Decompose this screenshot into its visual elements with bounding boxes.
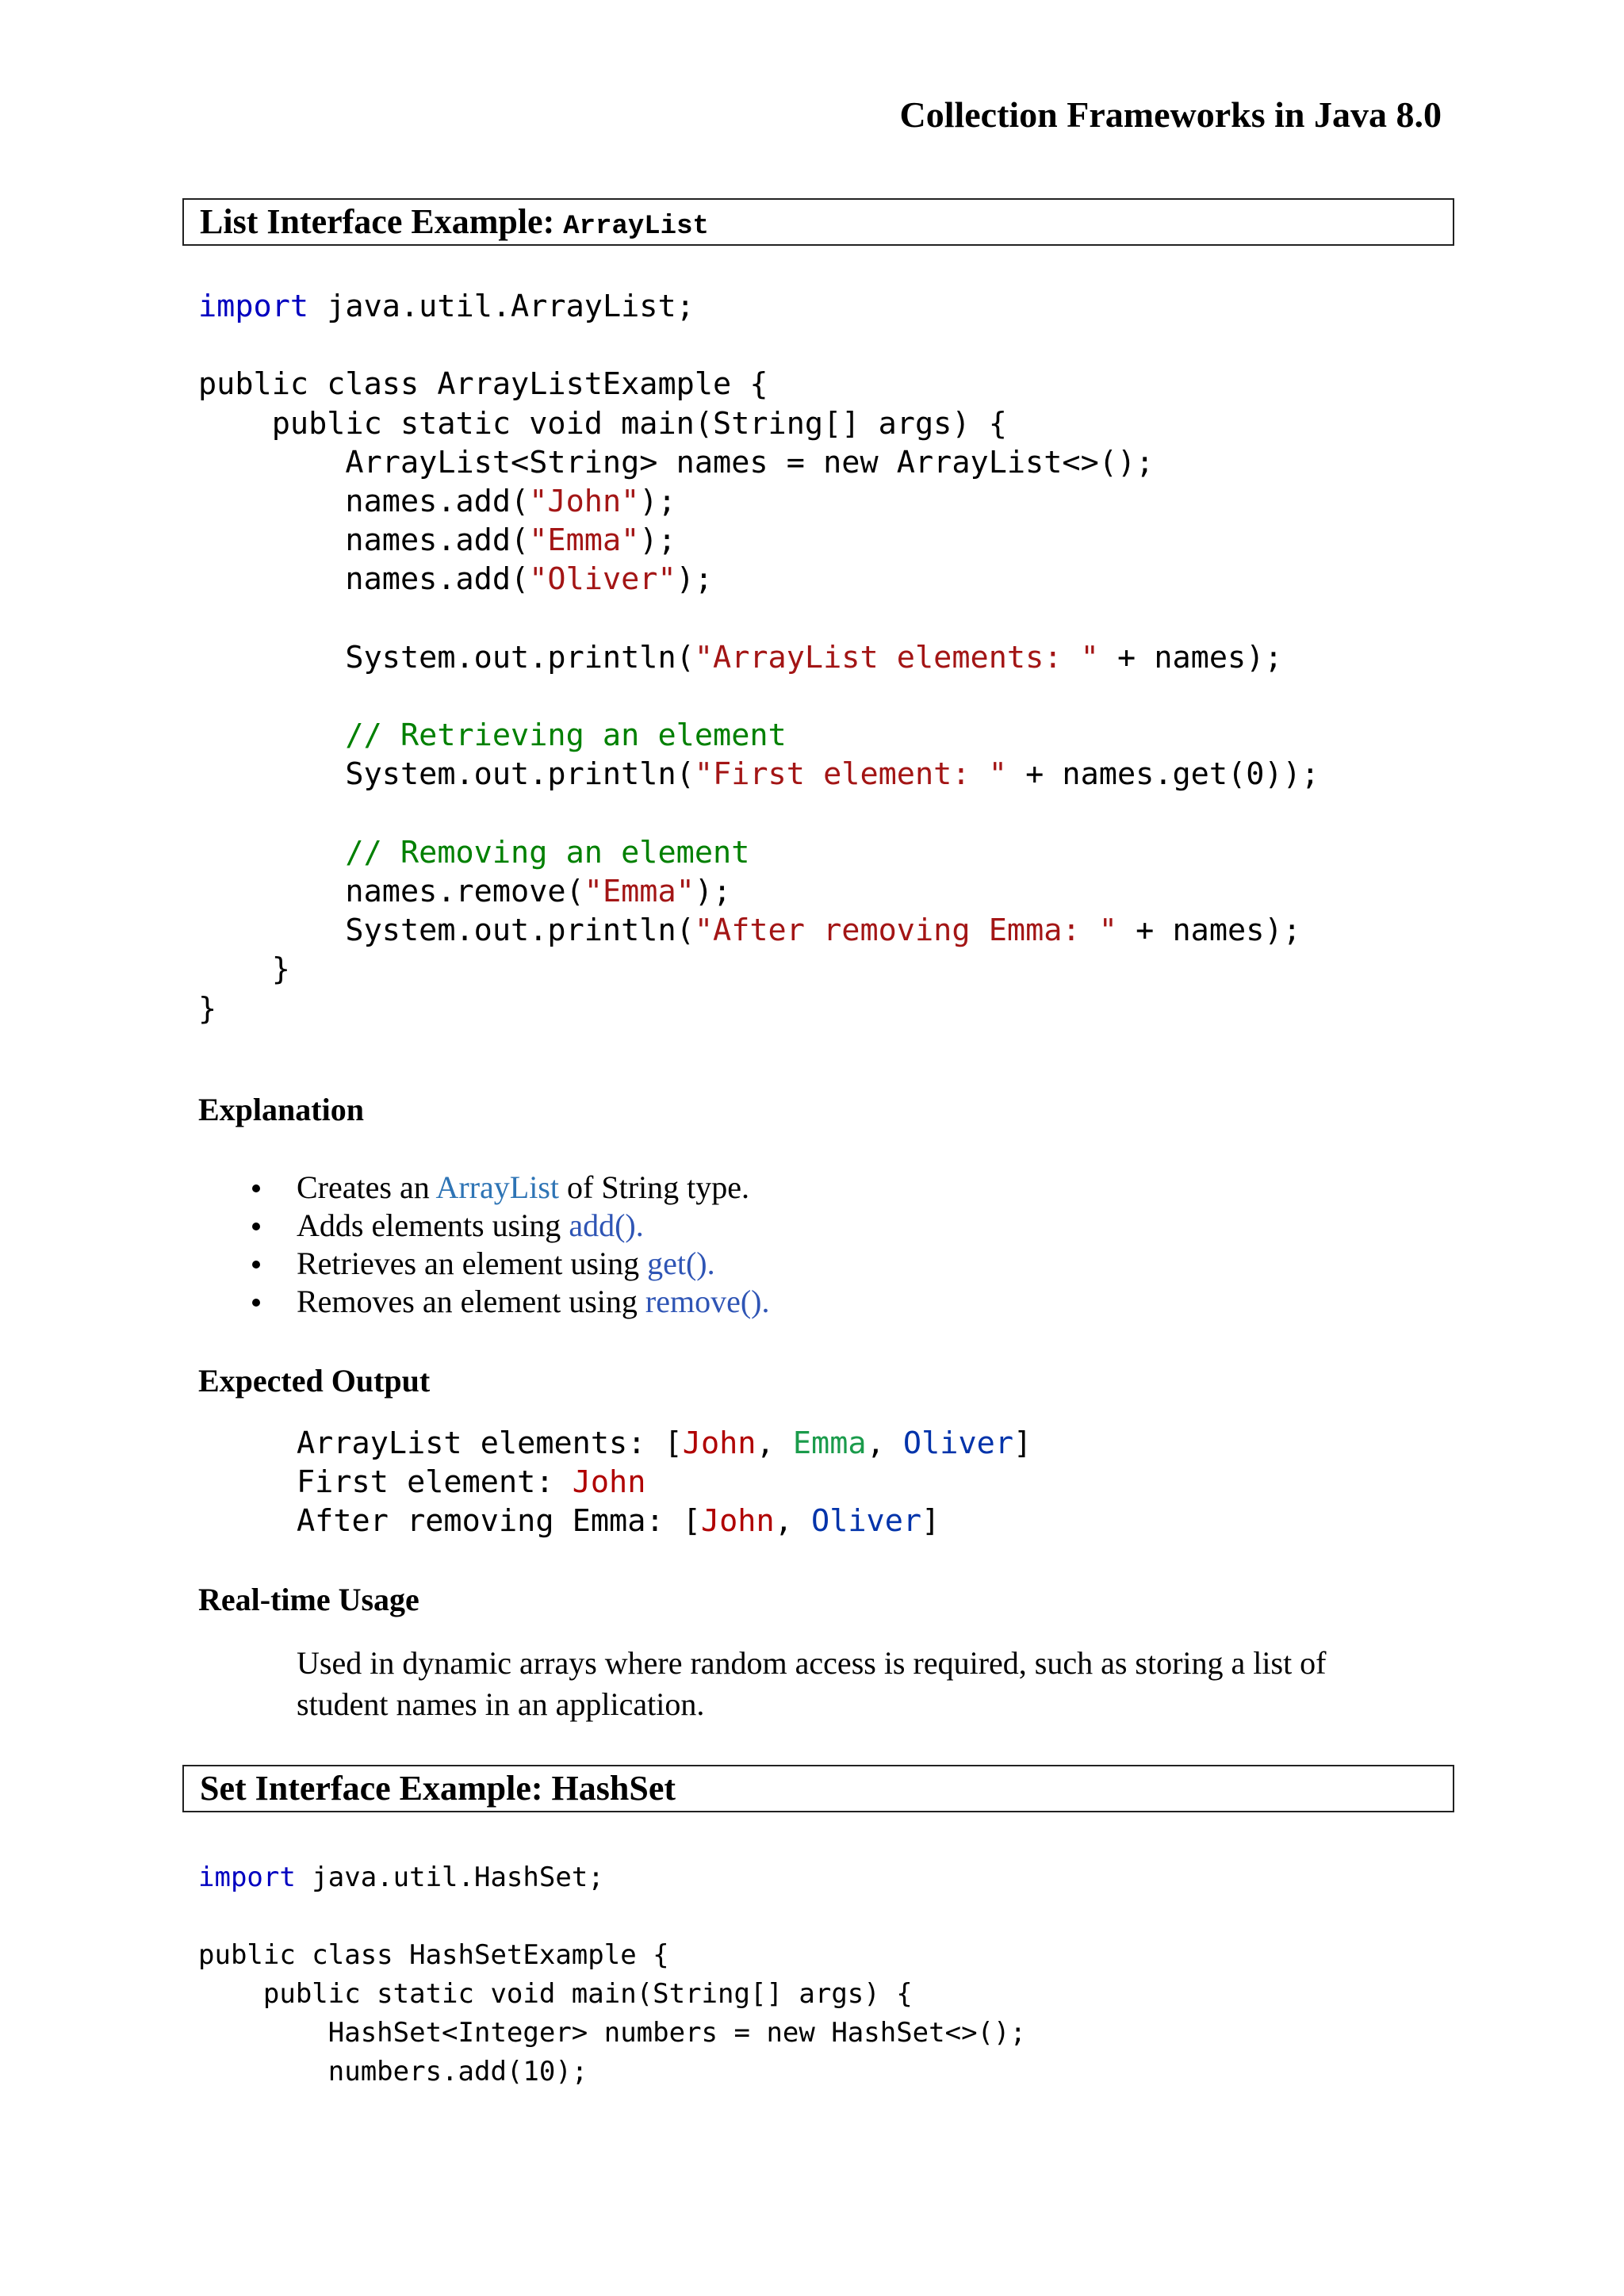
code-text: ); <box>639 522 676 559</box>
code-line: public static void main(String[] args) { <box>198 1978 913 2010</box>
arraylist-code-block <box>198 287 1320 1028</box>
code-string: "First element: " <box>694 756 1007 793</box>
expected-output-heading: Expected Output <box>198 1363 431 1399</box>
code-text: java.util.ArrayList; <box>308 289 695 324</box>
bullet-highlight: get(). <box>647 1246 715 1281</box>
bullet-text: Adds elements using <box>297 1207 569 1243</box>
code-text: System.out.println( <box>198 756 695 793</box>
output-token: Oliver <box>902 1425 1013 1461</box>
bullet-highlight: ArrayList <box>435 1169 560 1205</box>
code-text: names.add( <box>198 484 530 520</box>
output-text: , <box>756 1425 793 1461</box>
output-text: ] <box>1013 1425 1032 1461</box>
code-text: names.add( <box>198 561 530 598</box>
code-comment: // Removing an element <box>198 834 750 871</box>
section-title-code: ArrayList <box>563 212 709 242</box>
output-text: , <box>774 1503 812 1540</box>
list-item <box>198 1207 770 1245</box>
output-text: After removing Emma: [ <box>297 1503 701 1540</box>
bullet-highlight: remove(). <box>645 1284 770 1319</box>
explanation-heading: Explanation <box>198 1092 364 1127</box>
code-text: System.out.println( <box>198 639 695 675</box>
code-text: + names); <box>1098 639 1283 675</box>
hashset-code-block <box>198 1858 1026 2091</box>
code-text: System.out.println( <box>198 913 695 949</box>
code-text: ); <box>694 874 732 910</box>
code-string: "Emma" <box>529 522 640 559</box>
code-text: names.add( <box>198 522 530 559</box>
code-string: "ArrayList elements: " <box>694 639 1099 675</box>
section-title-text: List Interface Example: <box>200 202 564 241</box>
code-text: + names); <box>1116 913 1301 949</box>
expected-output-block <box>297 1424 1032 1541</box>
bullet-text: Removes an element using <box>297 1284 645 1319</box>
code-text: + names.get(0)); <box>1006 756 1320 793</box>
output-text: , <box>866 1425 903 1461</box>
code-line: } <box>198 951 290 988</box>
code-line: HashSet<Integer> numbers = new HashSet<>(); <box>198 2017 1026 2049</box>
bullet-text: Creates an <box>297 1169 436 1205</box>
output-token: John <box>682 1425 756 1461</box>
output-text: First element: <box>297 1464 573 1501</box>
code-text: java.util.HashSet; <box>295 1862 604 1893</box>
code-string: "John" <box>529 484 640 520</box>
output-token: John <box>700 1503 775 1540</box>
output-text: ] <box>921 1503 940 1540</box>
bullet-highlight: add(). <box>569 1207 644 1243</box>
code-string: "After removing Emma: " <box>694 913 1117 949</box>
document-header-title: Collection Frameworks in Java 8.0 <box>899 94 1442 135</box>
code-line: public static void main(String[] args) { <box>198 405 1007 442</box>
list-item <box>198 1283 770 1321</box>
section-set-interface-title: Set Interface Example: HashSet <box>182 1765 1454 1812</box>
output-token: John <box>572 1464 646 1501</box>
section-list-interface-title <box>182 198 1454 246</box>
realtime-usage-text: Used in dynamic arrays where random access is required, such as storing a list of student names in an application. <box>297 1645 1327 1722</box>
code-text: names.remove( <box>198 874 584 910</box>
code-line: public class HashSetExample { <box>198 1939 669 1971</box>
code-line: } <box>198 990 217 1027</box>
code-line: public class ArrayListExample { <box>198 366 768 403</box>
output-token: Emma <box>792 1425 867 1461</box>
explanation-list <box>198 1169 770 1321</box>
code-keyword: import <box>198 1862 296 1893</box>
list-item <box>198 1245 770 1283</box>
code-comment: // Retrieving an element <box>198 718 787 754</box>
code-text: ); <box>639 484 676 520</box>
bullet-text: Retrieves an element using <box>297 1246 648 1281</box>
bullet-text: of String type. <box>559 1169 749 1205</box>
realtime-usage-heading: Real-time Usage <box>198 1582 419 1617</box>
code-string: "Oliver" <box>529 561 676 598</box>
output-text: ArrayList elements: [ <box>297 1425 683 1461</box>
code-line: numbers.add(10); <box>198 2056 588 2087</box>
code-line: ArrayList<String> names = new ArrayList<>(); <box>198 444 1155 480</box>
code-string: "Emma" <box>584 874 695 910</box>
code-text: ); <box>676 561 714 598</box>
list-item <box>198 1169 770 1207</box>
output-token: Oliver <box>811 1503 922 1540</box>
code-keyword: import <box>198 289 309 324</box>
